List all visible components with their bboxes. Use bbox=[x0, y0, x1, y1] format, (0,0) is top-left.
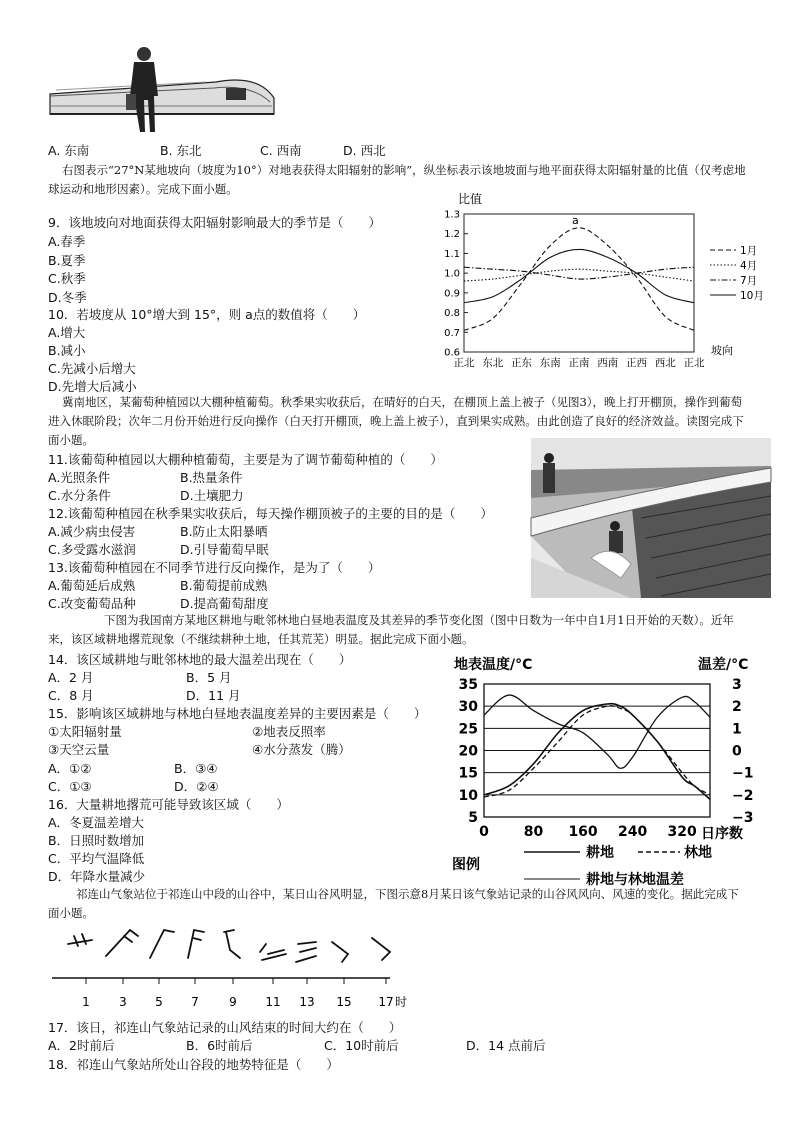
q14-option: B．5 月 bbox=[186, 670, 232, 685]
chart1-ytick-label: 0.8 bbox=[444, 308, 460, 320]
q11-option: C.水分条件 bbox=[48, 488, 111, 503]
wind-barb bbox=[106, 930, 138, 956]
q17-option: A．2时前后 bbox=[48, 1038, 115, 1053]
wind-barb bbox=[372, 938, 390, 960]
chart1-xtick-label: 西南 bbox=[597, 357, 619, 369]
chart1-ytick-label: 0.9 bbox=[444, 288, 460, 300]
chart2-legend-title: 图例 bbox=[452, 857, 480, 873]
wind-barb bbox=[260, 944, 286, 960]
q17-option: C．10时前后 bbox=[324, 1038, 399, 1053]
chart2-ytick-left: 5 bbox=[468, 810, 478, 826]
chart1-point-a: a bbox=[572, 214, 579, 227]
chart1-ytick-label: 1.2 bbox=[444, 229, 460, 241]
q14-option: D．11 月 bbox=[186, 688, 241, 703]
q10-option: A.增大 bbox=[48, 325, 86, 340]
q8-option: A. 东南 bbox=[48, 143, 90, 158]
q13-option: B.葡萄提前成熟 bbox=[180, 578, 268, 593]
q11-option: B.热量条件 bbox=[180, 470, 243, 485]
q15-option: A．①② bbox=[48, 761, 92, 776]
q17-option: D．14 点前后 bbox=[466, 1038, 546, 1053]
chart1-xtick-label: 正北 bbox=[683, 357, 705, 369]
chart2-ytick-right: −2 bbox=[732, 787, 754, 804]
q15-option: B．③④ bbox=[174, 761, 218, 776]
q15-option: C．①③ bbox=[48, 779, 92, 794]
chart1-legend-label: 1月 bbox=[740, 245, 758, 257]
chart1-legend-label: 4月 bbox=[740, 260, 758, 272]
wind-time-label: 5 bbox=[155, 995, 163, 1009]
chart2-ytick-right: −3 bbox=[732, 810, 754, 826]
chart2-ytick-right: −1 bbox=[732, 765, 754, 782]
wind-time-label: 9 bbox=[229, 995, 237, 1009]
chart1-xtick-label: 东南 bbox=[539, 357, 561, 369]
chart2-xtick: 160 bbox=[568, 824, 598, 840]
train-photo bbox=[46, 44, 286, 136]
q12-option: D.引导葡萄早眠 bbox=[180, 542, 269, 557]
chart2-xtick: 320 bbox=[667, 824, 697, 840]
q12-option: C.多受露水滋润 bbox=[48, 542, 136, 557]
chart2-ytick-left: 20 bbox=[458, 743, 478, 760]
wind-barb bbox=[332, 942, 348, 962]
q17-stem: 17．该日，祁连山气象站记录的山风结束的时间大约在（ ） bbox=[48, 1020, 402, 1035]
intro-slope: 右图表示“27°N某地坡向（坡度为10°）对地表获得太阳辐射的影响”，纵坐标表示该地坡面与地平面获得太阳辐射量的比值（仅考虑地球运动和地形因素）。完成下面小题。 bbox=[48, 163, 746, 196]
q14-stem: 14．该区域耕地与毗邻林地的最大温差出现在（ ） bbox=[48, 652, 352, 667]
wind-barb bbox=[68, 934, 92, 946]
q8-option: B. 东北 bbox=[160, 143, 202, 158]
chart1-xtick-label: 东北 bbox=[482, 357, 504, 369]
q10-option: C.先减小后增大 bbox=[48, 361, 136, 376]
chart1-ytick-label: 1.0 bbox=[444, 268, 460, 280]
chart1-xtick-label: 正北 bbox=[453, 357, 475, 369]
wind-time-label: 17 bbox=[378, 995, 394, 1009]
q9-stem: 9．该地坡向对地面获得太阳辐射影响最大的季节是（ ） bbox=[48, 215, 381, 230]
chart2-ytick-left: 35 bbox=[458, 677, 478, 693]
chart1-xtick-label: 西北 bbox=[654, 357, 676, 369]
chart2-left-title: 地表温度/°C bbox=[454, 657, 533, 673]
q16-stem: 16．大量耕地撂荒可能导致该区域（ ） bbox=[48, 797, 289, 812]
chart2-ytick-left: 30 bbox=[458, 699, 478, 716]
wind-barb bbox=[296, 942, 316, 962]
wind-time-label: 15 bbox=[336, 995, 352, 1009]
wind-time-label: 13 bbox=[299, 995, 315, 1009]
q16-option: B．日照时数增加 bbox=[48, 833, 145, 848]
intro-soil: 下图为我国南方某地区耕地与毗邻林地白昼地表温度及其差异的季节变化图（图中日数为一年中自1月1日开始的天数）。近年来，该区域耕地撂荒现象（不继续耕种土地，任其荒芜）明显。据此完成下面小题。 bbox=[48, 613, 734, 646]
q10-option: B.减小 bbox=[48, 343, 86, 358]
q15-option: D．②④ bbox=[174, 779, 219, 794]
chart2-ytick-right: 3 bbox=[732, 677, 742, 693]
q15-factor: ②地表反照率 bbox=[252, 724, 326, 739]
q15-stem: 15．影响该区域耕地与林地白昼地表温度差异的主要因素是（ ） bbox=[48, 706, 427, 721]
q18-stem: 18．祁连山气象站所处山谷段的地势特征是（ ） bbox=[48, 1057, 339, 1072]
chart2-legend-label: 耕地与林地温差 bbox=[586, 872, 684, 888]
chart1-ytick-label: 0.6 bbox=[444, 347, 460, 359]
q9-option: D.冬季 bbox=[48, 290, 87, 305]
slope-radiation-chart bbox=[440, 190, 764, 372]
wind-barb bbox=[224, 930, 240, 958]
q11-stem: 11.该葡萄种植园以大棚种植葡萄，主要是为了调节葡萄种植的（ ） bbox=[48, 452, 443, 467]
q13-option: A.葡萄延后成熟 bbox=[48, 578, 136, 593]
q13-option: D.提高葡萄甜度 bbox=[180, 596, 269, 611]
chart1-legend-label: 10月 bbox=[740, 290, 764, 302]
chart2-ytick-right: 0 bbox=[732, 743, 742, 760]
chart1-ytick-label: 1.1 bbox=[444, 248, 460, 260]
q15-factor: ③天空云量 bbox=[48, 742, 110, 757]
chart2-xtick: 0 bbox=[479, 824, 489, 840]
chart1-plot-frame bbox=[464, 214, 694, 352]
wind-time-label: 11 bbox=[265, 995, 281, 1009]
chart1-xlabel: 坡向 bbox=[711, 344, 733, 357]
q17-option: B．6时前后 bbox=[186, 1038, 253, 1053]
chart2-xtick: 80 bbox=[523, 824, 544, 840]
chart2-legend-label: 林地 bbox=[684, 845, 712, 861]
chart1-ylabel: 比值 bbox=[458, 192, 483, 206]
q15-factor: ④水分蒸发（腾） bbox=[252, 742, 351, 757]
chart2-ytick-right: 1 bbox=[732, 721, 742, 738]
q10-option: D.先增大后减小 bbox=[48, 379, 137, 394]
q13-option: C.改变葡萄品种 bbox=[48, 596, 136, 611]
chart2-series-line-1 bbox=[484, 704, 710, 800]
q16-option: A．冬夏温差增大 bbox=[48, 815, 145, 830]
q11-option: D.土壤肥力 bbox=[180, 488, 244, 503]
soil-temperature-chart bbox=[440, 650, 780, 890]
chart2-ytick-right: 2 bbox=[732, 699, 742, 716]
q15-factor: ①太阳辐射量 bbox=[48, 724, 122, 739]
wind-barb bbox=[150, 930, 174, 958]
q16-option: D．年降水量减少 bbox=[48, 869, 146, 884]
chart1-ytick-label: 0.7 bbox=[444, 327, 460, 339]
q13-stem: 13.该葡萄种植园在不同季节进行反向操作，是为了（ ） bbox=[48, 560, 381, 575]
chart1-xtick-label: 正东 bbox=[511, 357, 532, 369]
q9-option: B.夏季 bbox=[48, 253, 86, 268]
q14-option: C．8 月 bbox=[48, 688, 94, 703]
wind-time-label: 3 bbox=[119, 995, 127, 1009]
wind-barb bbox=[188, 930, 204, 958]
chart1-xtick-label: 正西 bbox=[626, 357, 647, 369]
wind-time-label: 1 bbox=[82, 995, 90, 1009]
q12-option: A.减少病虫侵害 bbox=[48, 524, 136, 539]
q8-option: D. 西北 bbox=[343, 143, 386, 158]
q12-option: B.防止太阳暴晒 bbox=[180, 524, 268, 539]
wind-time-label: 7 bbox=[191, 995, 199, 1009]
q11-option: A.光照条件 bbox=[48, 470, 111, 485]
chart1-ytick-label: 1.3 bbox=[444, 209, 460, 221]
q10-stem: 10．若坡度从 10°增大到 15°，则 a点的数值将（ ） bbox=[48, 307, 366, 322]
chart2-ytick-left: 10 bbox=[458, 787, 478, 804]
grape-greenhouse-photo bbox=[531, 438, 771, 598]
valley-wind-chart bbox=[46, 922, 416, 1016]
chart1-legend-label: 7月 bbox=[740, 275, 758, 287]
q12-stem: 12.该葡萄种植园在秋季果实收获后，每天操作棚顶被子的主要的目的是（ ） bbox=[48, 506, 493, 521]
intro-wind: 祁连山气象站位于祁连山中段的山谷中，某日山谷风明显，下图示意8月某日该气象站记录的山谷风风向、风速的变化。据此完成下面小题。 bbox=[48, 887, 739, 920]
wind-time-unit: 时 bbox=[395, 995, 408, 1009]
q16-option: C．平均气温降低 bbox=[48, 851, 145, 866]
q9-option: A.春季 bbox=[48, 234, 86, 249]
q8-option: C. 西南 bbox=[260, 143, 302, 158]
chart1-xtick-label: 正南 bbox=[568, 357, 590, 369]
chart2-ytick-left: 15 bbox=[458, 765, 478, 782]
chart2-ytick-left: 25 bbox=[458, 721, 478, 738]
q9-option: C.秋季 bbox=[48, 271, 86, 286]
chart2-series-line-2 bbox=[484, 706, 710, 797]
q14-option: A．2 月 bbox=[48, 670, 94, 685]
chart2-xtick: 240 bbox=[617, 824, 648, 840]
chart2-xlabel: 日序数 bbox=[701, 826, 743, 842]
chart2-right-title: 温差/°C bbox=[698, 657, 749, 673]
intro-grape: 冀南地区，某葡萄种植园以大棚种植葡萄。秋季果实收获后，在晴好的白天，在棚顶上盖上被子（见图3），晚上打开棚顶，操作到葡萄进入休眠阶段；次年二月份开始进行反向操作（白天打开棚顶，晚上盖上被子），直到果实成熟。由此创造了良好的经济效益。读图完成下面小题。 bbox=[48, 395, 744, 447]
chart2-legend-label: 耕地 bbox=[586, 845, 614, 861]
